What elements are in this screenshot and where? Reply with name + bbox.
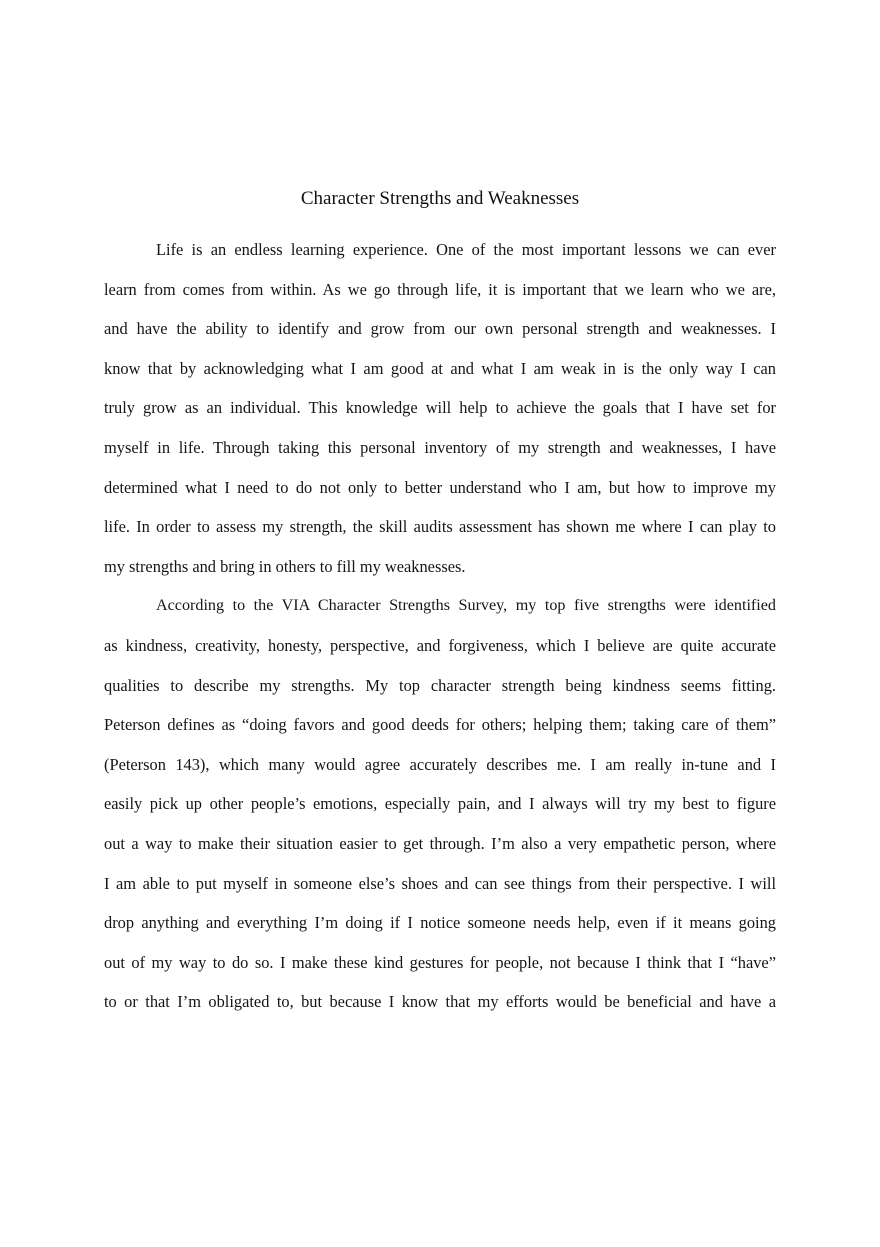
- paragraph-line: my strengths and bring in others to fill my weaknesses.: [104, 556, 466, 576]
- paragraph-line: Peterson defines as “doing favors and good deeds for others; helping them; taking care of them”: [104, 715, 776, 735]
- paragraph-line: and have the ability to identify and grow from our own personal strength and weaknesses. I: [104, 319, 776, 339]
- paragraph-line: According to the VIA Character Strengths Survey, my top five strengths were identified: [156, 597, 776, 615]
- paragraph-line: myself in life. Through taking this personal inventory of my strength and weaknesses, I have: [104, 437, 776, 457]
- paragraph-line: qualities to describe my strengths. My top character strength being kindness seems fitting.: [104, 675, 776, 695]
- paragraph-line: truly grow as an individual. This knowledge will help to achieve the goals that I have set for: [104, 398, 776, 418]
- paragraph-line: Life is an endless learning experience. One of the most important lessons we can ever: [156, 240, 776, 259]
- paragraph-line: determined what I need to do not only to better understand who I am, but how to improve my: [104, 477, 776, 497]
- paragraph-line: out a way to make their situation easier to get through. I’m also a very empathetic person, where: [104, 833, 776, 853]
- paragraph-line: life. In order to assess my strength, the skill audits assessment has shown me where I can play to: [104, 517, 776, 537]
- document-body: [104, 230, 776, 1022]
- paragraph-line: easily pick up other people’s emotions, especially pain, and I always will try my best to figure: [104, 794, 776, 814]
- paragraph-line: (Peterson 143), which many would agree accurately describes me. I am really in-tune and I: [104, 754, 776, 774]
- paragraph-line: I am able to put myself in someone else’s shoes and can see things from their perspective. I will: [104, 873, 776, 893]
- document-title: Character Strengths and Weaknesses: [300, 188, 580, 209]
- paragraph-line: out of my way to do so. I make these kind gestures for people, not because I think that I “have”: [104, 952, 776, 972]
- paragraph-line: know that by acknowledging what I am good at and what I am weak in is the only way I can: [104, 358, 776, 378]
- paragraph-line: to or that I’m obligated to, but because I know that my efforts would be beneficial and have a: [104, 992, 776, 1012]
- paragraph-line: as kindness, creativity, honesty, perspective, and forgiveness, which I believe are quite accurate: [104, 635, 776, 655]
- paragraph-line: learn from comes from within. As we go through life, it is important that we learn who we are,: [104, 279, 776, 299]
- paragraph-line: drop anything and everything I’m doing if I notice someone needs help, even if it means going: [104, 913, 776, 933]
- paragraph-1: [104, 230, 776, 586]
- paragraph-2: [104, 586, 776, 1022]
